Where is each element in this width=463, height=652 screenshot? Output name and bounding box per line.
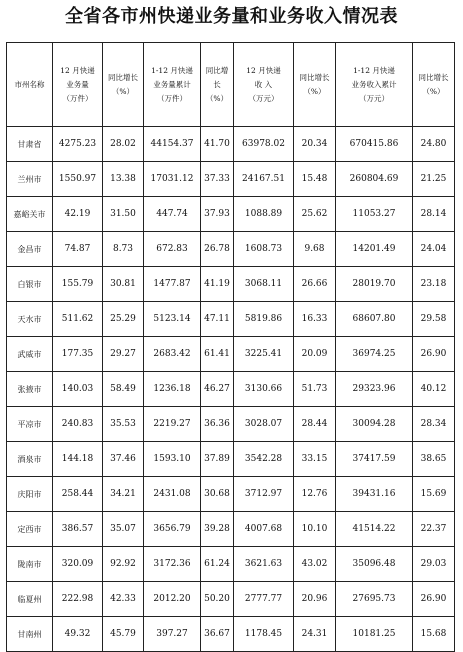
annual-volume-growth-cell: 41.70 — [201, 127, 234, 162]
dec-volume-growth-cell: 58.49 — [103, 372, 144, 407]
dec-revenue-cell: 1608.73 — [234, 232, 294, 267]
annual-volume-growth-cell: 37.33 — [201, 162, 234, 197]
dec-revenue-growth-cell: 9.68 — [294, 232, 336, 267]
dec-revenue-growth-cell: 20.09 — [294, 337, 336, 372]
dec-volume-growth-cell: 31.50 — [103, 197, 144, 232]
annual-volume-growth-cell: 39.28 — [201, 512, 234, 547]
annual-revenue-growth-cell: 24.04 — [413, 232, 455, 267]
table-row — [7, 162, 455, 197]
city-cell: 甘肃省 — [7, 127, 53, 162]
dec-volume-cell: 177.35 — [53, 337, 103, 372]
city-cell: 兰州市 — [7, 162, 53, 197]
annual-volume-cell: 397.27 — [144, 617, 201, 652]
dec-volume-growth-cell: 29.27 — [103, 337, 144, 372]
dec-volume-cell: 1550.97 — [53, 162, 103, 197]
dec-volume-growth-cell: 8.73 — [103, 232, 144, 267]
annual-revenue-growth-cell: 26.90 — [413, 337, 455, 372]
table-row — [7, 267, 455, 302]
annual-volume-cell: 44154.37 — [144, 127, 201, 162]
table-row — [7, 372, 455, 407]
dec-revenue-cell: 3225.41 — [234, 337, 294, 372]
dec-revenue-growth-cell: 15.48 — [294, 162, 336, 197]
dec-volume-growth-cell: 37.46 — [103, 442, 144, 477]
dec-revenue-growth-cell: 26.66 — [294, 267, 336, 302]
dec-revenue-growth-cell: 25.62 — [294, 197, 336, 232]
city-cell: 酒泉市 — [7, 442, 53, 477]
dec-volume-growth-cell: 25.29 — [103, 302, 144, 337]
dec-revenue-cell: 3068.11 — [234, 267, 294, 302]
table-row — [7, 442, 455, 477]
column-header-annual-revenue: 1-12 月快递 业务收入累计 （万元） — [336, 43, 413, 127]
dec-revenue-cell: 3542.28 — [234, 442, 294, 477]
annual-revenue-cell: 39431.16 — [336, 477, 413, 512]
table-row — [7, 302, 455, 337]
dec-volume-cell: 222.98 — [53, 582, 103, 617]
table-row — [7, 547, 455, 582]
dec-volume-cell: 4275.23 — [53, 127, 103, 162]
annual-volume-growth-cell: 36.67 — [201, 617, 234, 652]
table-row — [7, 127, 455, 162]
dec-revenue-cell: 24167.51 — [234, 162, 294, 197]
dec-volume-growth-cell: 92.92 — [103, 547, 144, 582]
city-cell: 天水市 — [7, 302, 53, 337]
annual-volume-cell: 3656.79 — [144, 512, 201, 547]
dec-volume-growth-cell: 13.38 — [103, 162, 144, 197]
annual-revenue-cell: 68607.80 — [336, 302, 413, 337]
table-row — [7, 477, 455, 512]
annual-revenue-cell: 260804.69 — [336, 162, 413, 197]
table-row — [7, 232, 455, 267]
annual-revenue-cell: 36974.25 — [336, 337, 413, 372]
annual-revenue-cell: 30094.28 — [336, 407, 413, 442]
dec-revenue-cell: 1088.89 — [234, 197, 294, 232]
annual-revenue-cell: 670415.86 — [336, 127, 413, 162]
city-cell: 武威市 — [7, 337, 53, 372]
annual-volume-growth-cell: 37.89 — [201, 442, 234, 477]
dec-volume-growth-cell: 35.07 — [103, 512, 144, 547]
annual-volume-cell: 447.74 — [144, 197, 201, 232]
dec-revenue-growth-cell: 16.33 — [294, 302, 336, 337]
annual-volume-cell: 2219.27 — [144, 407, 201, 442]
dec-revenue-cell: 3621.63 — [234, 547, 294, 582]
city-cell: 白银市 — [7, 267, 53, 302]
annual-volume-cell: 1593.10 — [144, 442, 201, 477]
city-cell: 平凉市 — [7, 407, 53, 442]
annual-volume-growth-cell: 41.19 — [201, 267, 234, 302]
annual-revenue-cell: 41514.22 — [336, 512, 413, 547]
dec-volume-growth-cell: 45.79 — [103, 617, 144, 652]
stats-table — [6, 42, 455, 652]
annual-revenue-growth-cell: 29.58 — [413, 302, 455, 337]
annual-volume-cell: 672.83 — [144, 232, 201, 267]
dec-volume-cell: 144.18 — [53, 442, 103, 477]
dec-revenue-growth-cell: 12.76 — [294, 477, 336, 512]
dec-volume-growth-cell: 42.33 — [103, 582, 144, 617]
dec-revenue-cell: 4007.68 — [234, 512, 294, 547]
annual-volume-growth-cell: 61.41 — [201, 337, 234, 372]
dec-revenue-cell: 3712.97 — [234, 477, 294, 512]
dec-revenue-growth-cell: 10.10 — [294, 512, 336, 547]
annual-revenue-cell: 11053.27 — [336, 197, 413, 232]
annual-revenue-growth-cell: 24.80 — [413, 127, 455, 162]
annual-revenue-cell: 10181.25 — [336, 617, 413, 652]
dec-volume-growth-cell: 35.53 — [103, 407, 144, 442]
table-row — [7, 197, 455, 232]
annual-revenue-growth-cell: 26.90 — [413, 582, 455, 617]
dec-revenue-cell: 63978.02 — [234, 127, 294, 162]
dec-revenue-growth-cell: 20.96 — [294, 582, 336, 617]
dec-revenue-cell: 1178.45 — [234, 617, 294, 652]
annual-volume-cell: 17031.12 — [144, 162, 201, 197]
column-header-annual-volume-growth: 同比增 长 （%） — [201, 43, 234, 127]
annual-volume-cell: 5123.14 — [144, 302, 201, 337]
city-cell: 定西市 — [7, 512, 53, 547]
table-row — [7, 617, 455, 652]
dec-volume-cell: 140.03 — [53, 372, 103, 407]
column-header-dec-volume-growth: 同比增长 （%） — [103, 43, 144, 127]
city-cell: 张掖市 — [7, 372, 53, 407]
annual-volume-cell: 2683.42 — [144, 337, 201, 372]
annual-volume-growth-cell: 30.68 — [201, 477, 234, 512]
column-header-annual-revenue-growth: 同比增长 （%） — [413, 43, 455, 127]
annual-volume-cell: 3172.36 — [144, 547, 201, 582]
column-header-city: 市州名称 — [7, 43, 53, 127]
annual-revenue-cell: 14201.49 — [336, 232, 413, 267]
annual-revenue-cell: 27695.73 — [336, 582, 413, 617]
city-cell: 甘南州 — [7, 617, 53, 652]
annual-revenue-growth-cell: 28.34 — [413, 407, 455, 442]
annual-revenue-growth-cell: 22.37 — [413, 512, 455, 547]
dec-volume-cell: 258.44 — [53, 477, 103, 512]
annual-volume-growth-cell: 26.78 — [201, 232, 234, 267]
table-body — [7, 127, 455, 652]
dec-revenue-cell: 5819.86 — [234, 302, 294, 337]
dec-volume-cell: 320.09 — [53, 547, 103, 582]
annual-volume-growth-cell: 61.24 — [201, 547, 234, 582]
dec-revenue-growth-cell: 20.34 — [294, 127, 336, 162]
dec-volume-cell: 240.83 — [53, 407, 103, 442]
city-cell: 嘉峪关市 — [7, 197, 53, 232]
annual-revenue-growth-cell: 28.14 — [413, 197, 455, 232]
annual-revenue-growth-cell: 38.65 — [413, 442, 455, 477]
annual-volume-growth-cell: 47.11 — [201, 302, 234, 337]
annual-volume-growth-cell: 37.93 — [201, 197, 234, 232]
dec-revenue-cell: 3130.66 — [234, 372, 294, 407]
annual-volume-growth-cell: 46.27 — [201, 372, 234, 407]
dec-volume-growth-cell: 28.02 — [103, 127, 144, 162]
dec-volume-growth-cell: 30.81 — [103, 267, 144, 302]
annual-volume-growth-cell: 36.36 — [201, 407, 234, 442]
annual-volume-cell: 2431.08 — [144, 477, 201, 512]
dec-revenue-growth-cell: 28.44 — [294, 407, 336, 442]
column-header-dec-revenue: 12 月快递 收 入 （万元） — [234, 43, 294, 127]
dec-volume-cell: 49.32 — [53, 617, 103, 652]
table-row — [7, 582, 455, 617]
city-cell: 临夏州 — [7, 582, 53, 617]
annual-revenue-growth-cell: 29.03 — [413, 547, 455, 582]
annual-volume-cell: 1477.87 — [144, 267, 201, 302]
city-cell: 陇南市 — [7, 547, 53, 582]
annual-revenue-cell: 37417.59 — [336, 442, 413, 477]
dec-revenue-growth-cell: 33.15 — [294, 442, 336, 477]
column-header-annual-volume: 1-12 月快递 业务量累计 （万件） — [144, 43, 201, 127]
annual-volume-cell: 2012.20 — [144, 582, 201, 617]
header-row — [7, 43, 455, 127]
dec-revenue-growth-cell: 51.73 — [294, 372, 336, 407]
dec-revenue-growth-cell: 43.02 — [294, 547, 336, 582]
dec-volume-cell: 511.62 — [53, 302, 103, 337]
annual-revenue-cell: 29323.96 — [336, 372, 413, 407]
annual-revenue-growth-cell: 21.25 — [413, 162, 455, 197]
annual-revenue-growth-cell: 15.68 — [413, 617, 455, 652]
annual-revenue-cell: 35096.48 — [336, 547, 413, 582]
annual-volume-cell: 1236.18 — [144, 372, 201, 407]
dec-revenue-growth-cell: 24.31 — [294, 617, 336, 652]
dec-volume-cell: 42.19 — [53, 197, 103, 232]
table-row — [7, 407, 455, 442]
annual-revenue-growth-cell: 40.12 — [413, 372, 455, 407]
dec-volume-cell: 155.79 — [53, 267, 103, 302]
annual-revenue-growth-cell: 23.18 — [413, 267, 455, 302]
dec-revenue-cell: 3028.07 — [234, 407, 294, 442]
annual-volume-growth-cell: 50.20 — [201, 582, 234, 617]
city-cell: 金昌市 — [7, 232, 53, 267]
dec-volume-growth-cell: 34.21 — [103, 477, 144, 512]
table-row — [7, 512, 455, 547]
city-cell: 庆阳市 — [7, 477, 53, 512]
page-title: 全省各市州快递业务量和业务收入情况表 — [65, 6, 398, 27]
dec-revenue-cell: 2777.77 — [234, 582, 294, 617]
annual-revenue-growth-cell: 15.69 — [413, 477, 455, 512]
column-header-dec-revenue-growth: 同比增长 （%） — [294, 43, 336, 127]
table-row — [7, 337, 455, 372]
dec-volume-cell: 74.87 — [53, 232, 103, 267]
dec-volume-cell: 386.57 — [53, 512, 103, 547]
annual-revenue-cell: 28019.70 — [336, 267, 413, 302]
column-header-dec-volume: 12 月快递 业务量 （万件） — [53, 43, 103, 127]
